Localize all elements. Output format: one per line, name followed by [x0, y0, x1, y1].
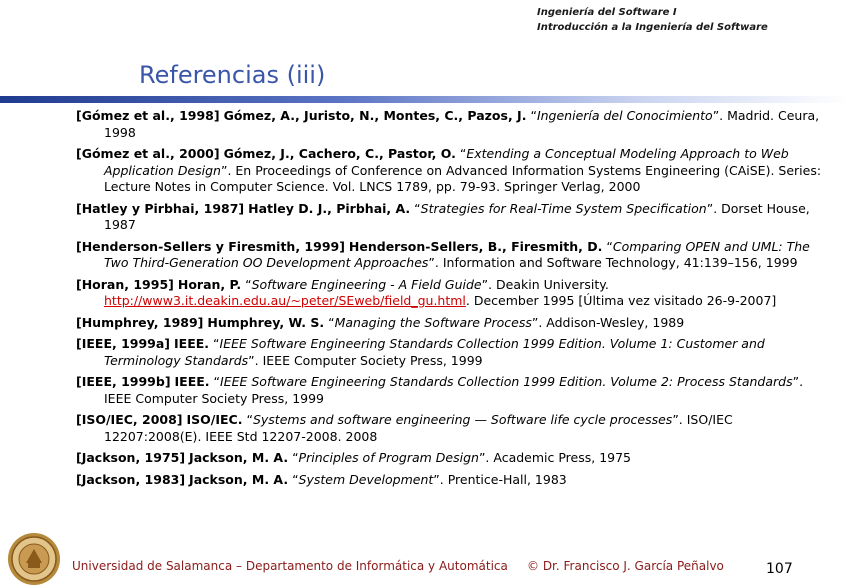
- reference-authors: Hatley D. J., Pirbhai, A.: [248, 200, 411, 216]
- reference-details: ”. Madrid. Ceura, 1998: [104, 108, 820, 140]
- reference-authors: IEEE.: [174, 374, 210, 389]
- reference-details: ”. En Proceedings of Conference on Advanced Information Systems Engineering (CAiSE). Series: Lecture Notes in Computer Science. Vol. LNCS 1789, pp. 79-93. Springer Verlag, 2000: [104, 162, 822, 194]
- reference-key: [Gómez et al., 1998]: [76, 108, 220, 123]
- reference-item: [Henderson-Sellers y Firesmith, 1999] Henderson-Sellers, B., Firesmith, D. “Comparing OPEN and UML: The Two Third-Generation OO Development Approaches”. Information and Software Technology, 41:139–156, 1999: [76, 238, 810, 270]
- course-name: Ingeniería del Software I: [537, 7, 677, 18]
- slide-title: Referencias (iii): [139, 61, 326, 89]
- page-number: 107: [766, 561, 793, 577]
- reference-item: [Hatley y Pirbhai, 1987] Hatley D. J., Pirbhai, A. “Strategies for Real-Time System Specification”. Dorset House, 1987: [76, 200, 810, 232]
- reference-item: [Jackson, 1975] Jackson, M. A. “Principles of Program Design”. Academic Press, 1975: [76, 450, 632, 465]
- reference-key: [Gómez et al., 2000]: [76, 146, 220, 161]
- reference-item: [IEEE, 1999a] IEEE. “IEEE Software Engineering Standards Collection 1999 Edition. Volume 1: Customer and Terminology Standards”. IEEE Computer Society Press, 1999: [76, 336, 765, 368]
- reference-details: ”. Prentice-Hall, 1983: [433, 471, 567, 487]
- reference-key: [Jackson, 1975]: [76, 450, 186, 465]
- reference-key: [IEEE, 1999a]: [76, 336, 171, 351]
- reference-title: Strategies for Real-Time System Specification: [420, 200, 707, 216]
- title-divider: [0, 96, 848, 103]
- reference-title: Software Engineering - A Field Guide: [251, 276, 482, 292]
- reference-authors: Humphrey, W. S.: [207, 314, 325, 330]
- reference-list: [76, 108, 826, 493]
- reference-item: [Humphrey, 1989] Humphrey, W. S. “Managing the Software Process”. Addison-Wesley, 1989: [76, 314, 685, 330]
- reference-authors: ISO/IEC.: [186, 412, 243, 427]
- reference-details: ”. IEEE Computer Society Press, 1999: [248, 352, 483, 368]
- footer-author: © Dr. Francisco J. García Peñalvo: [527, 559, 724, 573]
- reference-authors: Horan, P.: [177, 276, 242, 292]
- reference-details: ”. IEEE Computer Society Press, 1999: [104, 374, 804, 406]
- reference-details: ”. Information and Software Technology, 41:139–156, 1999: [428, 255, 798, 270]
- reference-item: [Horan, 1995] Horan, P. “Software Engineering - A Field Guide”. Deakin University. http://www3.it.deakin.edu.au/~peter/SEweb/field_gu.html. December 1995 [Última vez visitado 26-9-2007]: [76, 276, 777, 308]
- reference-key: [Henderson-Sellers y Firesmith, 1999]: [76, 238, 345, 254]
- reference-details: ”. Academic Press, 1975: [478, 450, 632, 465]
- reference-details: ”. ISO/IEC 12207:2008(E). IEEE Std 12207-2008. 2008: [104, 412, 733, 444]
- reference-authors: Jackson, M. A.: [189, 450, 289, 465]
- reference-details: ”. Dorset House, 1987: [104, 200, 810, 232]
- reference-item: [IEEE, 1999b] IEEE. “IEEE Software Engineering Standards Collection 1999 Edition. Volume 2: Process Standards”. IEEE Computer Society Press, 1999: [76, 374, 804, 406]
- reference-title: Ingeniería del Conocimiento: [536, 108, 713, 123]
- reference-title: Principles of Program Design: [298, 450, 479, 465]
- footer-university: Universidad de Salamanca – Departamento de Informática y Automática: [72, 559, 508, 573]
- reference-link[interactable]: http://www3.it.deakin.edu.au/~peter/SEweb/field_gu.html: [104, 293, 466, 308]
- reference-title: Systems and software engineering — Software life cycle processes: [252, 412, 673, 427]
- reference-item: [Gómez et al., 2000] Gómez, J., Cachero, C., Pastor, O. “Extending a Conceptual Modeling Approach to Web Application Design”. En Proceedings of Conference on Advanced Information Systems Engineering (CAiSE). Series: Lecture Notes in Computer Science. Vol. LNCS 1789, pp. 79-93. Springer Verlag, 2000: [76, 146, 822, 194]
- reference-key: [Jackson, 1983]: [76, 471, 186, 487]
- reference-item: [Gómez et al., 1998] Gómez, A., Juristo, N., Montes, C., Pazos, J. “Ingeniería del Conocimiento”. Madrid. Ceura, 1998: [76, 108, 820, 140]
- reference-key: [ISO/IEC, 2008]: [76, 412, 183, 427]
- reference-title: IEEE Software Engineering Standards Collection 1999 Edition. Volume 2: Process Standards: [220, 374, 793, 389]
- reference-item: [Jackson, 1983] Jackson, M. A. “System Development”. Prentice-Hall, 1983: [76, 471, 567, 487]
- reference-key: [Horan, 1995]: [76, 276, 174, 292]
- reference-title: System Development: [298, 471, 434, 487]
- reference-authors: Gómez, A., Juristo, N., Montes, C., Pazos, J.: [223, 108, 527, 123]
- reference-item: [ISO/IEC, 2008] ISO/IEC. “Systems and software engineering — Software life cycle processes”. ISO/IEC 12207:2008(E). IEEE Std 12207-2008. 2008: [76, 412, 733, 444]
- reference-authors: IEEE.: [174, 336, 210, 351]
- reference-title: Comparing OPEN and UML: The Two Third-Generation OO Development Approaches: [104, 238, 810, 270]
- reference-key: [IEEE, 1999b]: [76, 374, 171, 389]
- reference-title: IEEE Software Engineering Standards Collection 1999 Edition. Volume 1: Customer and Terminology Standards: [104, 336, 765, 368]
- reference-title: Extending a Conceptual Modeling Approach to Web Application Design: [104, 146, 789, 178]
- course-header: [537, 5, 768, 35]
- reference-details: ”. Addison-Wesley, 1989: [531, 314, 685, 330]
- reference-authors: Gómez, J., Cachero, C., Pastor, O.: [223, 146, 456, 161]
- reference-details: ”. Deakin University.: [481, 276, 609, 292]
- reference-authors: Henderson-Sellers, B., Firesmith, D.: [348, 238, 603, 254]
- reference-key: [Humphrey, 1989]: [76, 314, 204, 330]
- reference-authors: Jackson, M. A.: [189, 471, 289, 487]
- university-seal-icon: [7, 532, 61, 586]
- reference-details-2: . December 1995 [Última vez visitado 26-9-2007]: [465, 293, 777, 308]
- course-topic: Introducción a la Ingeniería del Software: [537, 22, 768, 33]
- reference-key: [Hatley y Pirbhai, 1987]: [76, 200, 245, 216]
- reference-title: Managing the Software Process: [334, 314, 532, 330]
